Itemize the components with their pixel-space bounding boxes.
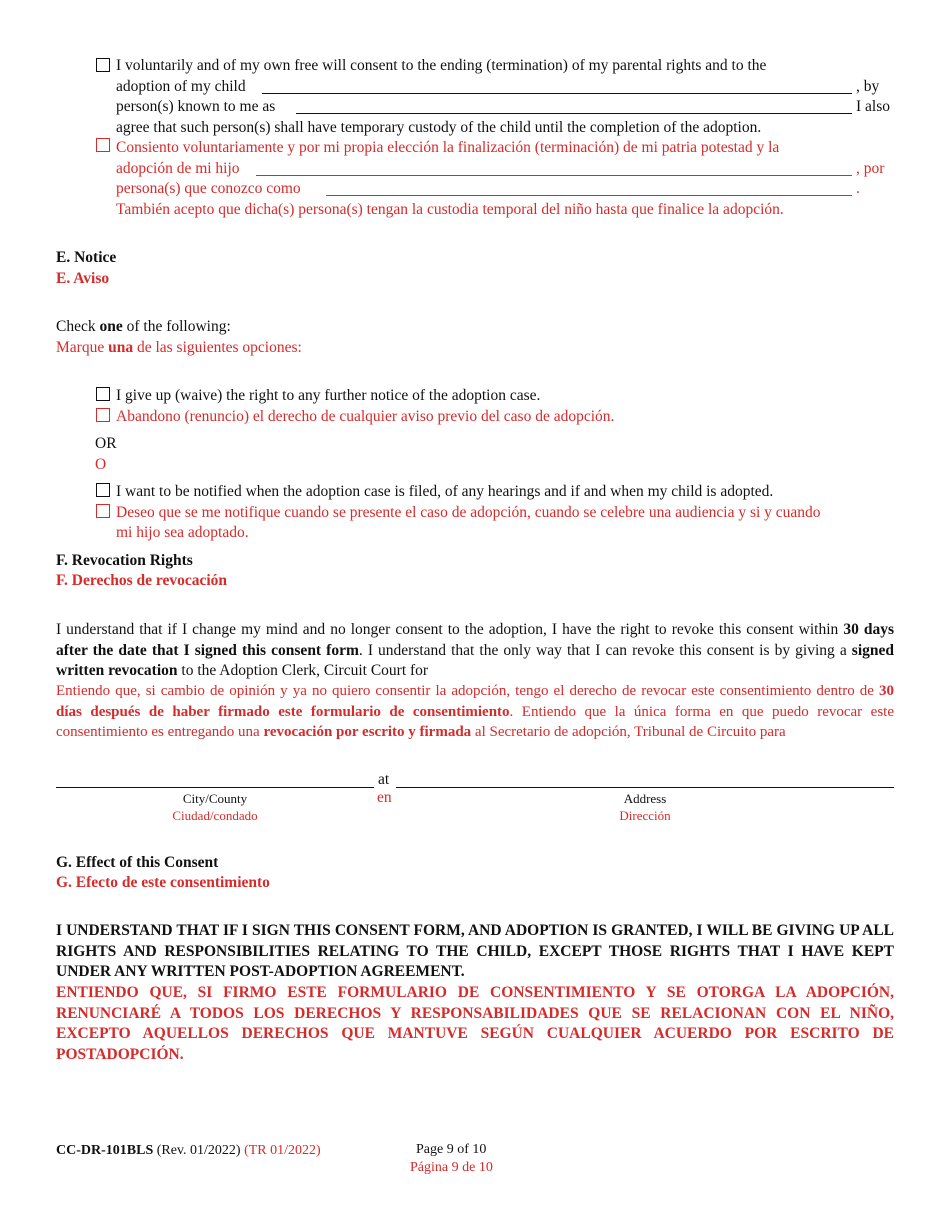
consent-es-line2-label: adopción de mi hijo xyxy=(116,160,240,177)
consent-en-line3-label: person(s) known to me as xyxy=(116,98,276,115)
address-field[interactable] xyxy=(396,787,894,788)
city-county-field[interactable] xyxy=(56,787,374,788)
form-identifier: CC-DR-101BLS (Rev. 01/2022) (TR 01/2022) xyxy=(56,1143,321,1158)
consent-es-line3-tail: . xyxy=(856,180,860,197)
check-one-instruction: Check one of the following: xyxy=(56,318,231,335)
effect-heading: G. Effect of this Consent xyxy=(56,854,219,871)
effect-statement-es: ENTIENDO QUE, SI FIRMO ESTE FORMULARIO DE CONSENTIMIENTO Y SE OTORGA LA ADOPCIÓN, RENUNCIARÉ A TODOS LOS DERECHOS Y RESPONSABILIDADES QUE SE RELACIONAN CON EL NIÑO, EXCEPTO AQUELLOS DERECHOS QUE MANTUVE SEGÚN CUALQUIER ACUERDO POR ESCRITO DE POSTADOPCIÓN. xyxy=(56,984,894,1063)
notice-heading: E. Notice xyxy=(56,249,117,266)
address-caption-es: Dirección xyxy=(619,808,671,823)
consent-es-line2-tail: , por xyxy=(856,160,885,177)
page-number-es: Página 9 de 10 xyxy=(410,1160,493,1175)
effect-heading-es: G. Efecto de este consentimiento xyxy=(56,874,270,891)
be-notified-label: I want to be notified when the adoption case is filed, of any hearings and if and when my child is adopted. xyxy=(116,483,774,500)
consent-es-line3-label: persona(s) que conozco como xyxy=(116,180,301,197)
adoptive-persons-field-es[interactable] xyxy=(326,195,852,196)
consent-es-line1: Consiento voluntariamente y por mi propia elección la finalización (terminación) de mi patria potestad y la xyxy=(116,139,780,156)
consent-es-line4: También acepto que dicha(s) persona(s) tengan la custodia temporal del niño hasta que finalice la adopción. xyxy=(116,201,784,218)
waive-notice-label-es: Abandono (renuncio) el derecho de cualquier aviso previo del caso de adopción. xyxy=(116,408,615,425)
consent-checkbox-es[interactable] xyxy=(96,138,110,152)
notice-heading-es: E. Aviso xyxy=(56,270,110,287)
revocation-paragraph-es: Entiendo que, si cambio de opinión y ya no quiero consentir la adopción, tengo el derecho de revocar este consentimiento dentro de 30 días después de haber firmado este formulario de consentimiento. Entiendo que la única forma en que puedo revocar este consentimiento es entregando una revocación por escrito y firmada al Secretario de adopción, Tribunal de Circuito para xyxy=(56,683,894,740)
at-label: at xyxy=(378,771,390,788)
child-name-field-es[interactable] xyxy=(256,175,852,176)
consent-en-line1: I voluntarily and of my own free will consent to the ending (termination) of my parental rights and to the xyxy=(116,57,767,74)
revocation-heading-es: F. Derechos de revocación xyxy=(56,572,228,589)
be-notified-label-es-1: Deseo que se me notifique cuando se presente el caso de adopción, cuando se celebre una audiencia y si y cuando xyxy=(116,504,821,521)
address-caption: Address xyxy=(623,791,667,806)
city-county-caption-es: Ciudad/condado xyxy=(172,808,258,823)
child-name-field[interactable] xyxy=(262,93,852,94)
revocation-heading: F. Revocation Rights xyxy=(56,552,193,569)
consent-en-line3-tail: I also xyxy=(856,98,891,115)
waive-notice-label: I give up (waive) the right to any further notice of the adoption case. xyxy=(116,387,541,404)
or-separator-es: O xyxy=(95,456,107,473)
consent-en-line2-tail: , by xyxy=(856,78,880,95)
consent-checkbox[interactable] xyxy=(96,58,110,72)
consent-en-line4: agree that such person(s) shall have temporary custody of the child until the completion of the adoption. xyxy=(116,119,762,136)
be-notified-checkbox[interactable] xyxy=(96,483,110,497)
be-notified-label-es-2: mi hijo sea adoptado. xyxy=(116,524,249,541)
waive-notice-checkbox[interactable] xyxy=(96,387,110,401)
page-number: Page 9 of 10 xyxy=(416,1142,487,1157)
effect-statement: I UNDERSTAND THAT IF I SIGN THIS CONSENT FORM, AND ADOPTION IS GRANTED, I WILL BE GIVING UP ALL RIGHTS AND RESPONSIBILITIES RELATING TO THE CHILD, EXCEPT THOSE RIGHTS THAT I HAVE KEPT UNDER ANY WRITTEN POST-ADOPTION AGREEMENT. xyxy=(56,922,894,980)
waive-notice-checkbox-es[interactable] xyxy=(96,408,110,422)
revocation-paragraph: I understand that if I change my mind and no longer consent to the adoption, I have the right to revoke this consent within 30 days after the date that I signed this consent form. I understand that the only way that I can revoke this consent is by giving a signed written revocation to the Adoption Clerk, Circuit Court for xyxy=(56,621,895,679)
check-one-instruction-es: Marque una de las siguientes opciones: xyxy=(56,339,302,356)
city-county-caption: City/County xyxy=(182,791,248,806)
or-separator: OR xyxy=(95,435,117,452)
be-notified-checkbox-es[interactable] xyxy=(96,504,110,518)
adoptive-persons-field[interactable] xyxy=(296,113,852,114)
at-label-es: en xyxy=(377,789,392,806)
consent-en-line2-label: adoption of my child xyxy=(116,78,246,95)
